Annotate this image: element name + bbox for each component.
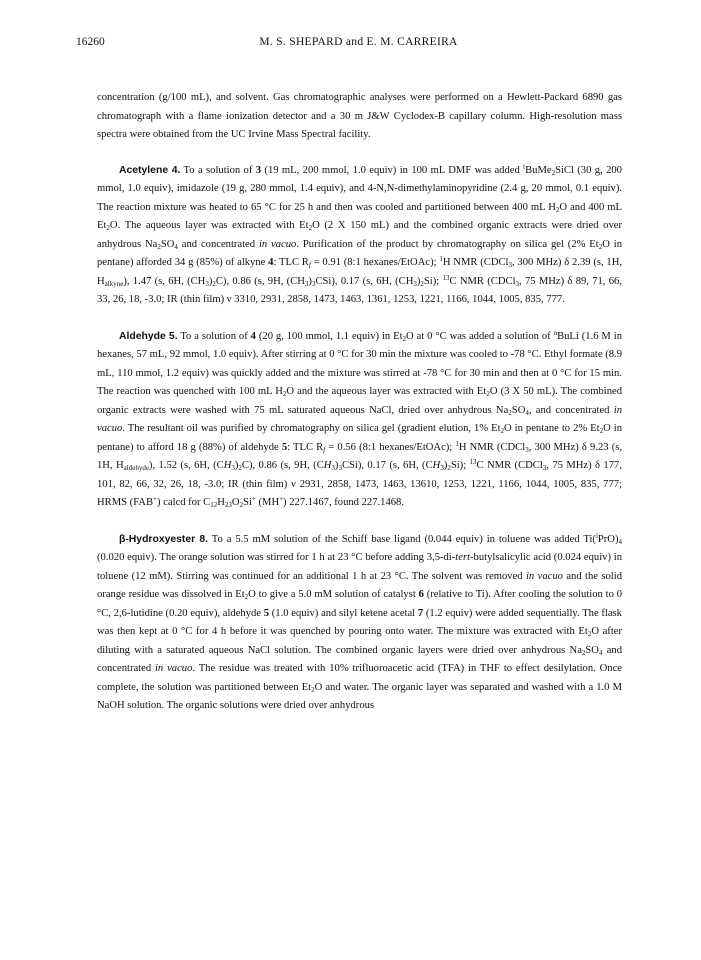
intro-paragraph: concentration (g/100 mL), and solvent. Gas chromatographic analyses were performed on a Hewlett-Packard 6890 gas chromatograph with a flame ionization detector and a 30 m J&W Cyclodex-B capillary column. High-resolution mass spectra were obtained from the UC Irvine Mass Spectral facility. bbox=[97, 92, 622, 140]
hydroxyester-paragraph: β-Hydroxyester 8. To a 5.5 mM solution of the Schiff base ligand (0.044 equiv) in toluene was added $Ti(^iPrO)_4$ (0.020 equiv). The orange solution was stirred for 1 h at 23 °C before adding 3,5-di-tert-butylsalicylic acid (0.024 equiv) in toluene (12 mM). Stirring was continued for an additional 1 h at 23 °C. The solvent was removed in vacuo and the solid orange residue was dissolved in $Et_2O$ to give a 5.0 mM solution of catalyst 6 (relative to Ti). After cooling the solution to 0 °C, 2,6-lutidine (0.20 equiv), aldehyde 5 (1.0 equiv) and silyl ketene acetal 7 (1.2 equiv) were added sequentially. The flask was then kept at 0 °C for 4 h before it was quenched by pouring onto water. The mixture was extracted with $Et_2O$ after diluting with a saturated aqueous NaCl solution. The combined organic layers were dried over anhydrous $Na_2SO_4$ and concentrated in vacuo. The residue was treated with 10% trifluoroacetic acid (TFA) in THF to effect desilylation. Once complete, the solution was partitioned between $Et_2O$ and water. The organic layer was separated and washed with a 1.0 M NaOH solution. The organic solutions were dried over anhydrous bbox=[97, 531, 623, 711]
running-header bbox=[76, 36, 641, 54]
running-head-authors: M. S. SHEPARD and E. M. CARREIRA bbox=[259, 36, 458, 48]
acetylene-paragraph: Acetylene 4. To a solution of 3 (19 mL, 200 mmol, 1.0 equiv) in 100 mL DMF was added $^t$BuMe$_2$SiCl (30 g, 200 mmol, 1.0 equiv), imidazole (19 g, 280 mmol, 1.4 equiv), and 4-N,N-dimethylaminopyridine (2.4 g, 20 mmol, 0.1 equiv). The reaction mixture was heated to 65 °C for 25 h and then was cooled and partitioned between 400 mL $H_2O$ and 400 mL $Et_2O$. The aqueous layer was extracted with $Et_2O$ (2 X 150 mL) and the combined organic extracts were dried over anhydrous $Na_2SO_4$ and concentrated in vacuo. Purification of the product by chromatography on silica gel (2% $Et_2O$ in pentane) afforded 34 g (85%) of alkyne 4: TLC $R_f = 0.91$ (8:1 hexanes/EtOAc); $^1$H NMR (CDCl$_3$, 300 MHz) δ 2.39 (s, 1H, $H_{alkyne}$), 1.47 (s, 6H, $(CH_3)_2C$), 0.86 (s, 9H, $(CH_3)_3CSi$), 0.17 (s, 6H, $(CH_3)_2Si$); $^{13}$C NMR (CDCl$_3$, 75 MHz) δ 89, 71, 66, 33, 26, 18, -3.0; IR (thin film) ν 3310, 2931, 2858, 1473, 1463, 1361, 1253, 1221, 1166, 1044, 1005, 835, 777. bbox=[97, 162, 623, 305]
aldehyde-heading: Aldehyde 5. bbox=[119, 330, 178, 342]
article-body bbox=[97, 89, 622, 734]
acetylene-heading: Acetylene 4. bbox=[119, 164, 181, 176]
aldehyde-paragraph: Aldehyde 5. To a solution of 4 (20 g, 100 mmol, 1.1 equiv) in $Et_2O$ at 0 °C was added a solution of $^n$BuLi (1.6 M in hexanes, 57 mL, 92 mmol, 1.0 equiv). After stirring at 0 °C for 30 min the mixture was cooled to -78 °C. Ethyl formate (8.9 mL, 110 mmol, 1.2 equiv) was quickly added and the mixture was stirred at -78 °C for 30 min and then at 0 °C for 15 min. The reaction was quenched with 100 mL $H_2O$ and the aqueous layer was extracted with $Et_2O$ (3 X 50 mL). The combined organic extracts were washed with 75 mL saturated aqueous NaCl, dried over anhydrous $Na_2SO_4$, and concentrated in vacuo. The resultant oil was purified by chromatography on silica gel (gradient elution, 1% $Et_2O$ in pentane to 2% $Et_2O$ in pentane) to afford 18 g (88%) of aldehyde 5: TLC $R_f = 0.56$ (8:1 hexanes/EtOAc); $^1$H NMR (CDCl$_3$, 300 MHz) δ 9.23 (s, 1H, $H_{aldehyde}$), 1.52 (s, 6H, $(CH_3)_2C$), 0.86 (s, 9H, $(CH_3)_3CSi$), 0.17 (s, 6H, $(CH_3)_2Si$); $^{13}$C NMR (CDCl$_3$, 75 MHz) δ 177, 101, 82, 66, 32, 26, 18, -3.0; IR (thin film) ν 2931, 2858, 1473, 1463, 13610, 1253, 1221, 1166, 1044, 1005, 835, 777; HRMS (FAB+) calcd for $C_{12}H_{23}O_2Si^+$ (MH+) 227.1467, found 227.1468. bbox=[97, 328, 623, 509]
hydroxyester-heading: β-Hydroxyester 8. bbox=[119, 533, 209, 545]
page-number: 16260 bbox=[76, 36, 105, 48]
